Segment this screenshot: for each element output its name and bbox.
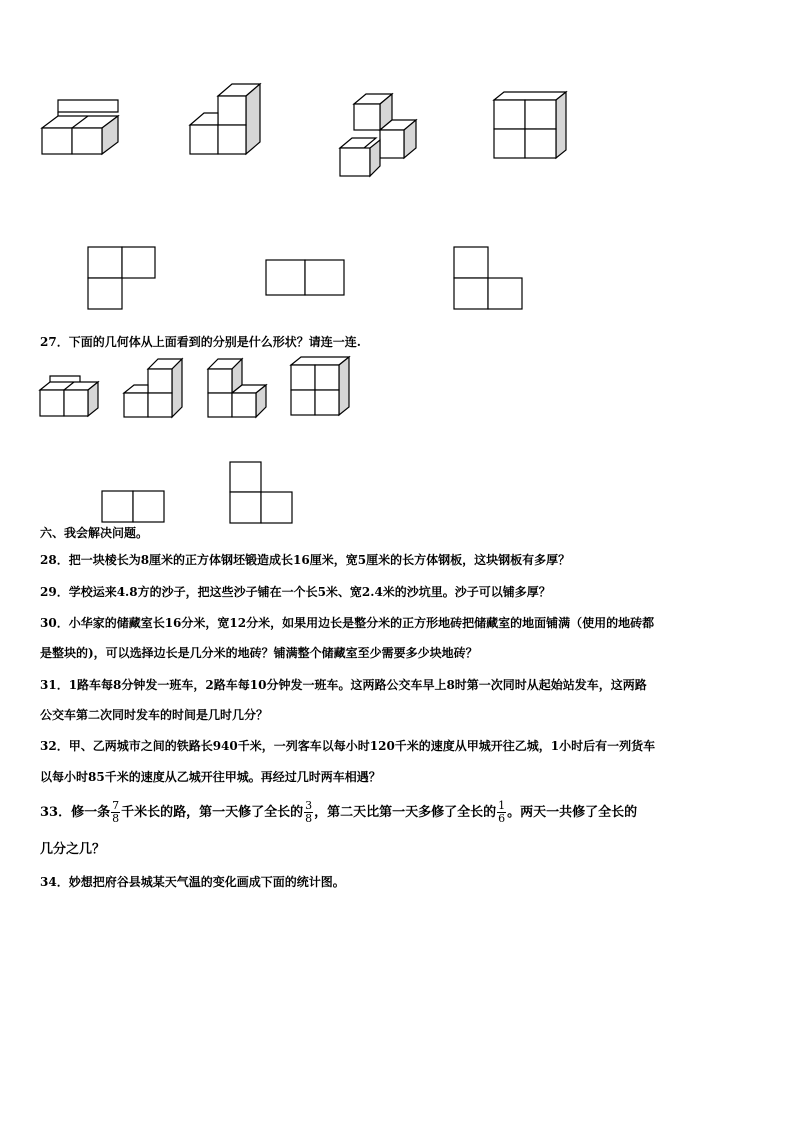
solid-figure-4 [492,90,570,160]
solid-3-left-front [340,148,370,176]
question-29: 29．学校运来4.8方的沙子，把这些沙子铺在一个长5米、宽2.4米的沙坑里。沙子可以铺多厚？ [40,585,551,599]
question-33 [40,798,637,828]
q33-part-2: 千米长的路，第一天修了全长的 [121,805,304,820]
flat-shape-L-2 [453,246,525,310]
q33-fraction-2-numerator: 3 [305,799,313,812]
question-32-line-1: 32．甲、乙两城市之间的铁路长940千米，一列客车以每小时120千米的速度从甲城开往乙城，1小时后有一列货车 [40,739,656,753]
q33-fraction-1-numerator: 7 [112,799,120,812]
q27-solid-1 [38,374,100,418]
q33-fraction-1 [111,800,120,825]
solid-figure-3 [338,92,418,178]
solid-4-cell-2 [525,100,556,129]
q27-solid-4 [289,355,351,419]
q27-flat-shape-two-cells [101,490,167,524]
q33-part-3: ，第二天比第一天多修了全长的 [314,805,497,820]
solid-3-upper-front [354,104,380,130]
flat-shape-L-1 [87,246,157,310]
solid-4-cell-3 [494,129,525,158]
solid-4-top [494,92,566,100]
solid-1-top-back [58,100,118,112]
q33-fraction-3-denominator: 6 [498,812,506,825]
flat-shape-two-cells [265,259,347,297]
solid-1-front-right [72,128,102,154]
question-31-line-2: 公交车第二次同时发车的时间是几时几分？ [40,708,269,722]
question-34: 34．妙想把府谷县城某天气温的变化画成下面的统计图。 [40,875,345,889]
solid-4-side [556,92,566,158]
q27-solid-3 [206,357,268,419]
solid-3-left-top [340,138,376,148]
solid-4-cell-4 [525,129,556,158]
q33-fraction-2-denominator: 8 [305,812,313,825]
solid-figure-2 [188,82,264,156]
question-28: 28．把一块棱长为8厘米的正方体钢坯锻造成长16厘米，宽5厘米的长方体钢板，这块钢板有多厚？ [40,553,571,567]
section-6-title: 六、我会解决问题。 [40,526,149,540]
solid-2-upper-front [218,96,246,125]
q33-fraction-3 [497,800,506,825]
q33-part-4: 。两天一共修了全长的 [507,805,638,820]
q27-solid-2 [122,357,184,419]
q33-fraction-1-denominator: 8 [112,812,120,825]
q33-part-1: 33．修一条 [40,805,111,820]
solid-2-lower-right [218,125,246,154]
solid-3-right-front [380,130,404,158]
question-30-line-1: 30．小华家的储藏室长16分米，宽12分米，如果用边长是整分米的正方形地砖把储藏室的地面铺满（使用的地砖都 [40,616,655,630]
solid-1-front-left [42,128,72,154]
solid-2-top-lower [190,113,218,125]
q27-flat-shape-L [229,461,295,525]
question-31-line-1: 31．1路车每8分钟发一班车，2路车每10分钟发一班车。这两路公交车早上8时第一次同时从起始站发车，这两路 [40,678,647,692]
q33-fraction-2 [304,800,313,825]
solid-2-side [246,84,260,154]
solid-2-lower-left [190,125,218,154]
question-32-line-2: 以每小时85千米的速度从乙城开往甲城。再经过几时两车相遇？ [40,770,381,784]
q33-fraction-3-numerator: 1 [498,799,506,812]
question-30-line-2: 是整块的)，可以选择边长是几分米的地砖？铺满整个储藏室至少需要多少块地砖？ [40,646,478,660]
solid-figure-1 [42,100,124,156]
question-33-line-2: 几分之几？ [40,842,106,857]
solid-4-cell-1 [494,100,525,129]
question-27: 27．下面的几何体从上面看到的分别是什么形状？请连一连. [40,335,361,349]
